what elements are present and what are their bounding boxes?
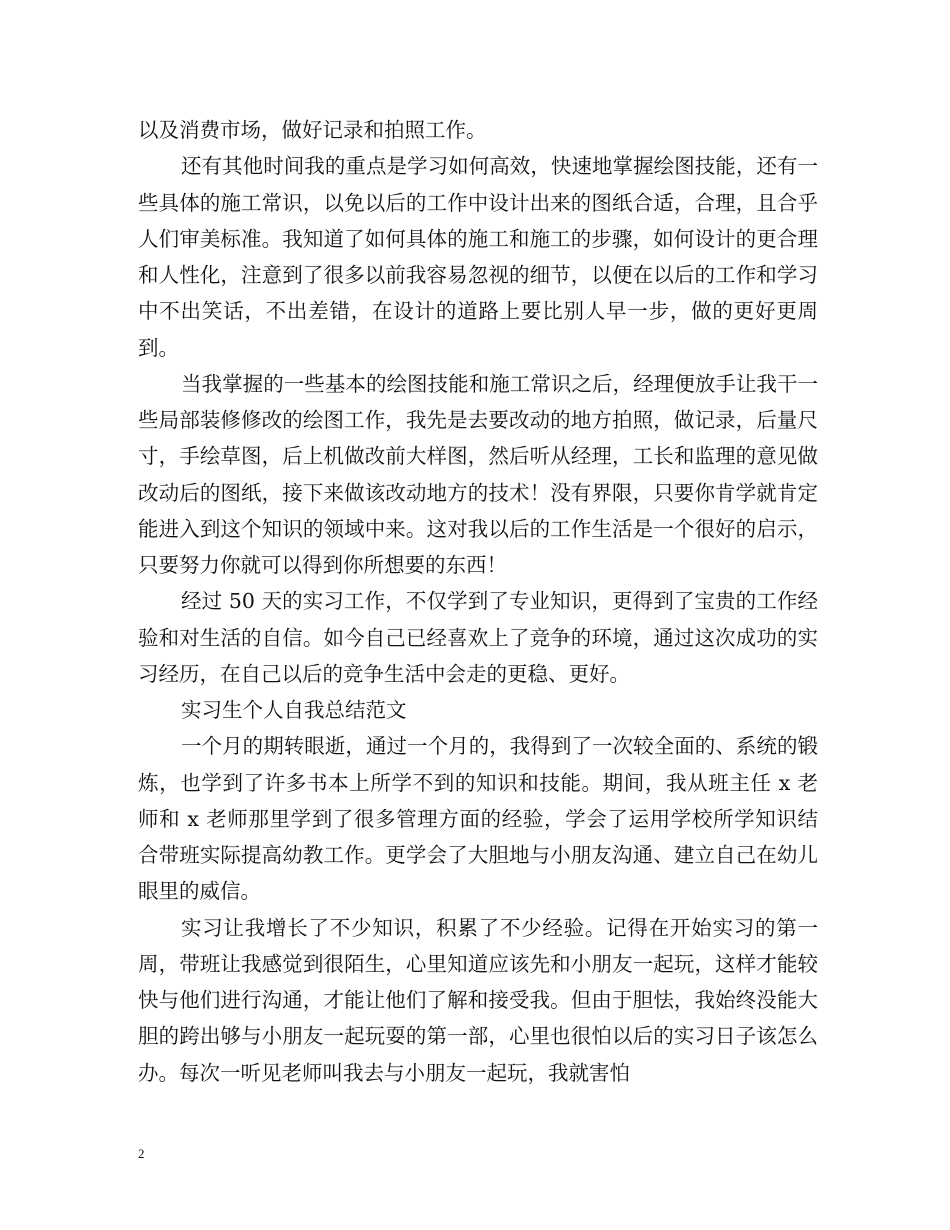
section-heading: 实习生个人自我总结范文 bbox=[181, 698, 407, 722]
paragraph-3: 当我掌握的一些基本的绘图技能和施工常识之后，经理便放手让我干一些局部装修修改的绘图工作，我先是去要改动的地方拍照，做记录，后量尺寸，手绘草图，后上机做改前大样图，然后听从经理，工长和监理的意见做改动后的图纸，接下来做该改动地方的技术！没有界限，只要你肯学就肯定能进入到这个知识的领域中来。这对我以后的工作生活是一个很好的启示，只要努力你就可以得到你所想要的东西！ bbox=[138, 371, 818, 577]
paragraph-2: 还有其他时间我的重点是学习如何高效，快速地掌握绘图技能，还有一些具体的施工常识，以免以后的工作中设计出来的图纸合适，合理，且合乎人们审美标准。我知道了如何具体的施工和施工的步骤，如何设计的更合理和人性化，注意到了很多以前我容易忽视的细节，以便在以后的工作和学习中不出笑话，不出差错，在设计的道路上要比别人早一步，做的更好更周到。 bbox=[138, 154, 818, 360]
paragraph-5: 一个月的期转眼逝，通过一个月的，我得到了一次较全面的、系统的锻炼，也学到了许多书本上所学不到的知识和技能。期间，我从班主任 x 老师和 x 老师那里学到了很多管理方面的经验，学会了运用学校所学知识结合带班实际提高幼教工作。更学会了大胆地与小朋友沟通、建立自己在幼儿眼里的威信。 bbox=[138, 734, 818, 904]
paragraph-4: 经过 50 天的实习工作，不仅学到了专业知识，更得到了宝贵的工作经验和对生活的自信。如今自己已经喜欢上了竞争的环境，通过这次成功的实习经历，在自己以后的竞争生活中会走的更稳、更好。 bbox=[138, 589, 818, 686]
page-number: 2 bbox=[138, 1146, 145, 1161]
paragraph-1: 以及消费市场，做好记录和拍照工作。 bbox=[138, 118, 487, 142]
document-body bbox=[138, 112, 818, 1091]
paragraph-6: 实习让我增长了不少知识，积累了不少经验。记得在开始实习的第一周，带班让我感觉到很陌生，心里知道应该先和小朋友一起玩，这样才能较快与他们进行沟通，才能让他们了解和接受我。但由于胆怯，我始终没能大胆的跨出够与小朋友一起玩耍的第一部，心里也很怕以后的实习日子该怎么办。每次一听见老师叫我去与小朋友一起玩，我就害怕 bbox=[138, 915, 818, 1085]
